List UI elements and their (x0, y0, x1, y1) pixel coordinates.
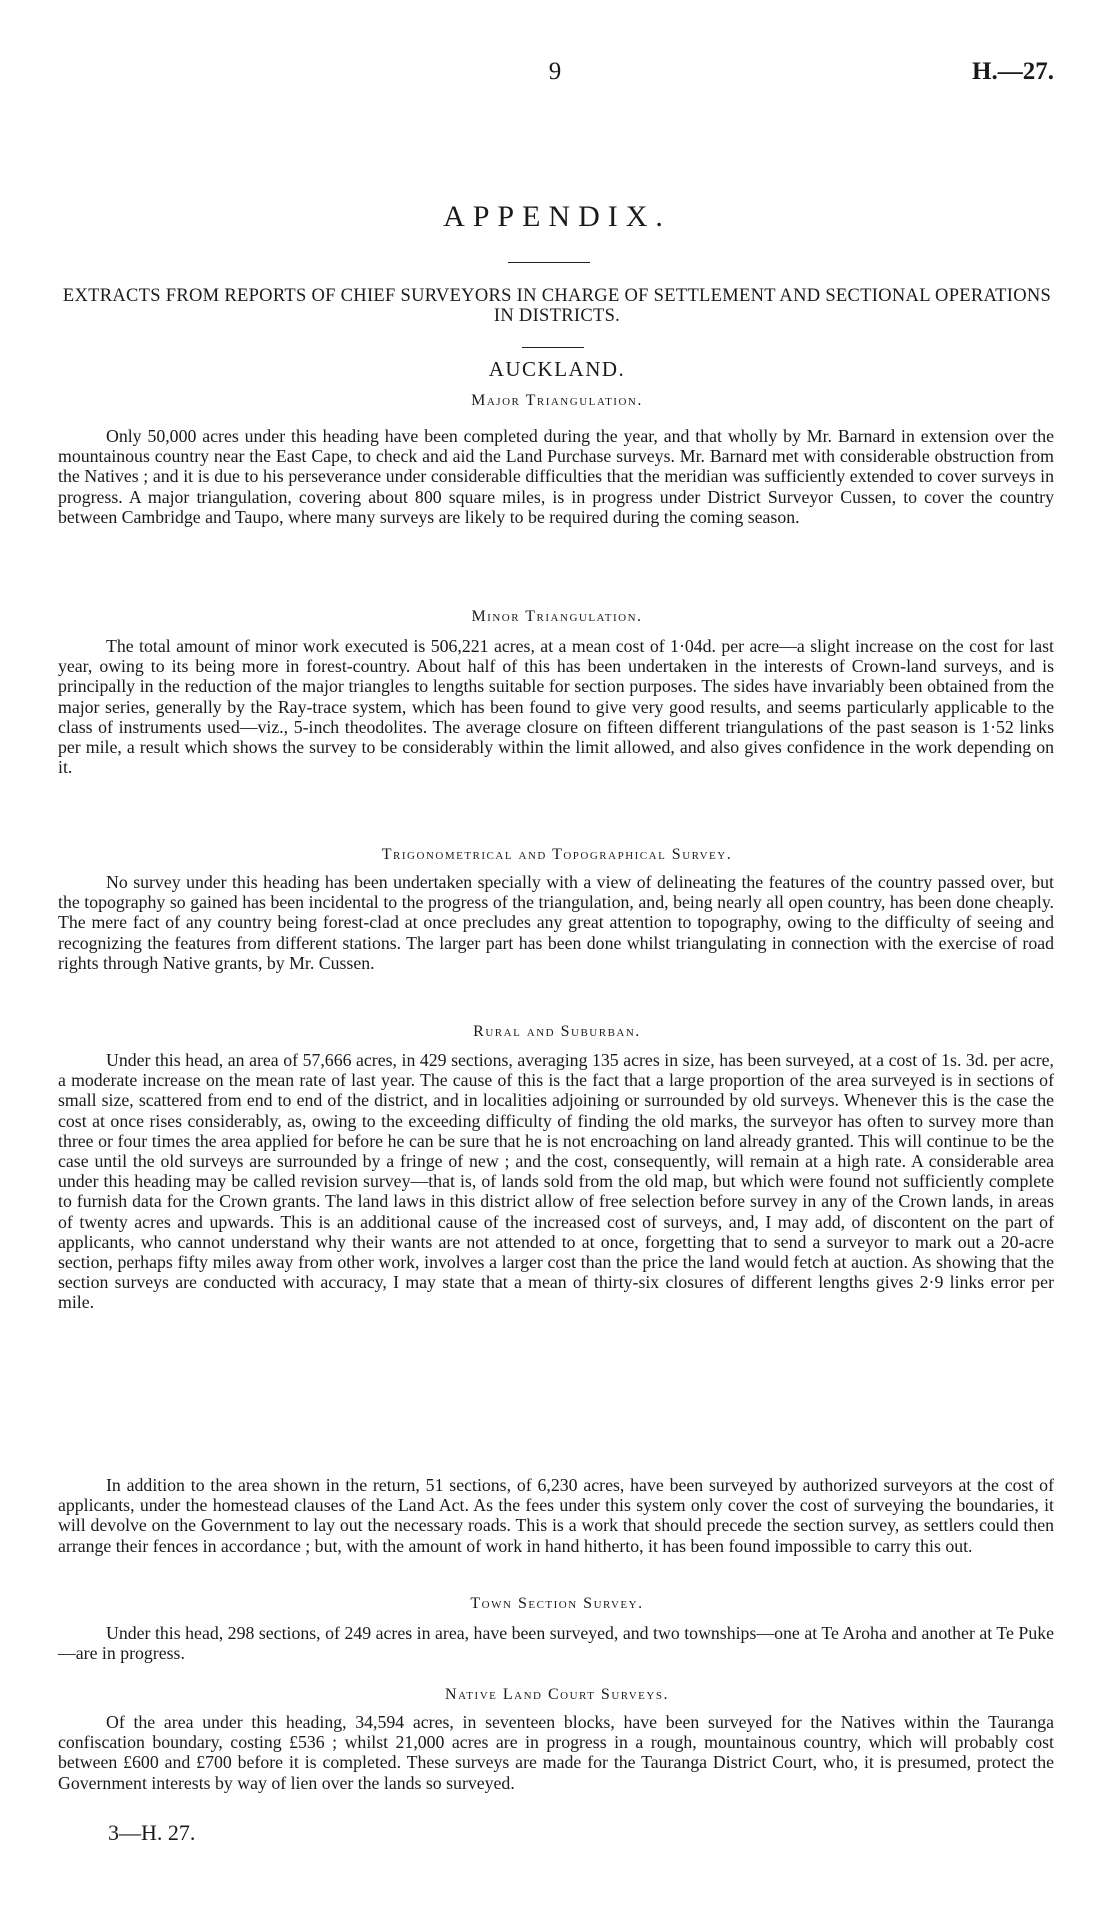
paragraph-rural-suburban-2: In addition to the area shown in the return, 51 sections, of 6,230 acres, have been surveyed by authorized surveyors at the cost of applicants, under the homestead clauses of the Land Act. As the fees under this system only cover the cost of surveying the boundaries, it will devolve on the Government to lay out the necessary roads. This is a work that should precede the section survey, as settlers could then arrange their fences in accordance ; but, with the amount of work in hand hitherto, it has been found impossible to carry this out. (58, 1475, 1054, 1556)
paragraph-trigonometrical-survey: No survey under this heading has been undertaken specially with a view of delineating the features of the country passed over, but the topography so gained has been incidental to the progress of the triangulation, and, being nearly all open country, has been done cheaply. The mere fact of any country being forest-clad at once precludes any great attention to topography, owing to the difficulty of seeing and recognizing the features from different stations. The larger part has been done whilst triangulating in connection with the exercise of road rights through Native grants, by Mr. Cussen. (58, 872, 1054, 973)
paragraph-town-section-survey: Under this head, 298 sections, of 249 acres in area, have been surveyed, and two townships—one at Te Aroha and another at Te Puke—are in progress. (58, 1623, 1054, 1664)
page-number: 9 (548, 58, 562, 85)
section-heading-major-triangulation: Major Triangulation. (471, 392, 643, 409)
title-rule (508, 262, 590, 263)
heading-rule (522, 347, 584, 348)
section-heading-rural-suburban: Rural and Suburban. (473, 1023, 641, 1040)
paragraph-native-land-court: Of the area under this heading, 34,594 acres, in seventeen blocks, have been surveyed for the Natives within the Tauranga confiscation boundary, costing £536 ; whilst 21,000 acres are in progress in a rough, mountainous country, which will probably cost between £600 and £700 before it is completed. These surveys are made for the Tauranga District Court, who, it is presumed, protect the Government interests by way of lien over the lands so surveyed. (58, 1712, 1054, 1793)
extract-heading: EXTRACTS FROM REPORTS OF CHIEF SURVEYORS IN CHARGE OF SETTLEMENT AND SECTIONAL OPERATIONS IN DISTRICTS. (62, 286, 1052, 326)
paragraph-major-triangulation: Only 50,000 acres under this heading have been completed during the year, and that wholly by Mr. Barnard in extension over the mountainous country near the East Cape, to check and aid the Land Purchase surveys. Mr. Barnard met with considerable obstruction from the Natives ; and it is due to his perseverance under considerable difficulties that the meridian was sufficiently extended to cover surveys in progress. A major triangulation, covering about 800 square miles, is in progress under District Surveyor Cussen, to cover the country between Cambridge and Taupo, where many surveys are likely to be required during the coming season. (58, 426, 1054, 527)
district-heading: AUCKLAND. (488, 357, 626, 381)
section-heading-native-land-court: Native Land Court Surveys. (445, 1686, 669, 1703)
paragraph-rural-suburban-1: Under this head, an area of 57,666 acres, in 429 sections, averaging 135 acres in size, has been surveyed, at a cost of 1s. 3d. per acre, a moderate increase on the mean rate of last year. The cause of this is the fact that a large proportion of the area surveyed is in sections of small size, scattered from end to end of the district, and in localities adjoining or surrounded by old surveys. Whenever this is the case the cost at once rises considerably, as, owing to the exceeding difficulty of finding the old marks, the surveyor has often to survey more than three or four times the area applied for before he can be sure that he is not encroaching on land already granted. This will continue to be the case until the old surveys are surrounded by a fringe of new ; and the cost, consequently, will remain at a high rate. A considerable area under this heading may be called revision survey—that is, of lands sold from the old map, but which were found not sufficiently complete to furnish data for the Crown grants. The land laws in this district allow of free selection before survey in any of the Crown lands, in areas of twenty acres and upwards. This is an additional cause of the increased cost of surveys, and, I may add, of discontent on the part of applicants, who cannot understand why their wants are not attended to at once, forgetting that to send a surveyor to mark out a 20-acre section, perhaps fifty miles away from other work, involves a larger cost than the price the land would fetch at auction. As showing that the section surveys are conducted with accuracy, I may state that a mean of thirty-six closures of different lengths gives 2·9 links error per mile. (58, 1050, 1054, 1313)
section-heading-minor-triangulation: Minor Triangulation. (471, 608, 643, 625)
footer-signature: 3—H. 27. (108, 1820, 196, 1845)
page-title: APPENDIX. (443, 200, 671, 233)
section-heading-town-section-survey: Town Section Survey. (470, 1595, 644, 1612)
document-reference: H.—27. (972, 58, 1054, 85)
section-heading-trigonometrical-survey: Trigonometrical and Topographical Survey. (381, 846, 733, 863)
paragraph-minor-triangulation: The total amount of minor work executed is 506,221 acres, at a mean cost of 1·04d. per acre—a slight increase on the cost for last year, owing to its being more in forest-country. About half of this has been undertaken in the interests of Crown-land surveys, and is principally in the reduction of the major triangles to lengths suitable for section purposes. The sides have invariably been obtained from the major series, generally by the Ray-trace system, which has been found to give very good results, and seems particularly applicable to the class of instruments used—viz., 5-inch theodolites. The average closure on fifteen different triangulations of the past season is 1·52 links per mile, a result which shows the survey to be considerably within the limit allowed, and also gives confidence in the work depending on it. (58, 636, 1054, 778)
